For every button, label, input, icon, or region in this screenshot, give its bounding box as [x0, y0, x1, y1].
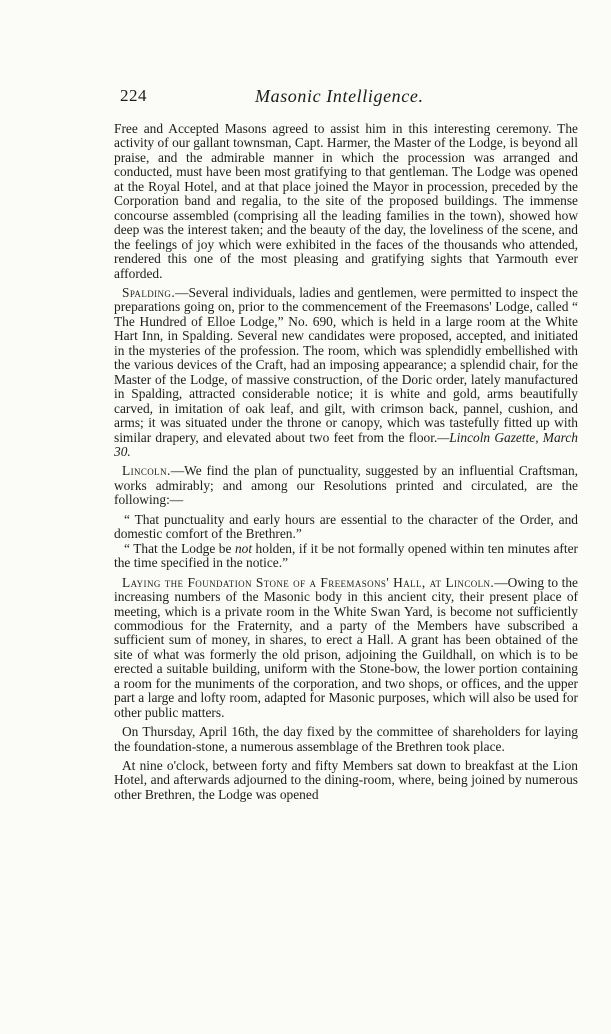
quote2-emphasis: not — [234, 540, 253, 556]
paragraph-thursday: On Thursday, April 16th, the day fixed by the committee of shareholders for laying the foundation-stone, a numerous assemblage of the Brethren took place. — [114, 724, 578, 754]
quote2-start: “ That the Lodge be — [124, 540, 235, 556]
paragraph-yarmouth: Free and Accepted Masons agreed to assist him in this interesting ceremony. The activity of our gallant townsman, Capt. Harmer, the Master of the Lodge, is beyond all praise, and the admirable manner in which the procession was arranged and conducted, must have been most gratifying to that gentleman. The Lodge was opened at the Royal Hotel, and at that place joined the Mayor in procession, preceded by the Corporation band and regalia, to the site of the proposed buildings. The immense concourse assembled (comprising all the leading families in the town), showed how deep was the interest taken; and the beauty of the day, the loveliness of the scene, and the feelings of joy which were exhibited in the faces of the thousands who attended, rendered this one of the most pleasing and gratifying sights that Yarmouth ever afforded. — [114, 121, 578, 281]
spalding-text: —Several individuals, ladies and gentlemen, were permitted to inspect the preparations going on, prior to the commencement of the Freemasons' Lodge, called “ The Hundred of Elloe Lodge,” No. 690, which is held in a large room at the White Hart Inn, in Spalding. Several new candidates were proposed, accepted, and initiated in the mysteries of the profession. The room, which was splendidly embellished with the various devices of the Craft, had an imposing appearance; a splendid chair, for the Master of the Lodge, of massive construction, of the Doric order, lately manufactured in Spalding, attracted considerable notice; it is white and gold, arms beautifully carved, in imitation of oak leaf, and gilt, with crimson back, pannel, cushion, and arms; it was situated under the throne or canopy, which was tastefully fitted up with similar drapery, and elevated about two feet from the floor. — [114, 284, 578, 445]
laying-text: —Owing to the increasing numbers of the Masonic body in this ancient city, their present place of meeting, which is a private room in the White Swan Yard, is become not sufficiently commodious for the Fraternity, and a party of the Members have subscribed a sufficient sum of money, in shares, to erect a Hall. A grant has been obtained of the site of what was formerly the old prison, adjoining the Guildhall, on which is to be erected a suitable building, uniform with the Stone-bow, the lower portion containing a room for the muniments of the corporation, and two shops, or offices, and the upper part a large and lofty room, adapted for Masonic purposes, which will also be used for other public matters. — [114, 574, 579, 720]
paragraph-spalding — [114, 286, 578, 459]
running-title: Masonic Intelligence. — [255, 86, 424, 106]
resolution-quote-1: “ That punctuality and early hours are essential to the character of the Order, and domestic comfort of the Brethren.” — [114, 511, 578, 542]
page-number: 224 — [120, 86, 147, 105]
page-header — [120, 86, 456, 112]
laying-heading: Laying the Foundation Stone of a Freemasons' Hall, at Lincoln. — [122, 574, 495, 590]
paragraph-lincoln — [114, 464, 578, 507]
spalding-heading: Spalding. — [122, 284, 176, 300]
lincoln-text: —We find the plan of punctuality, suggested by an influential Craftsman, works admirably; and among our Resolutions printed and circulated, are the following:— — [114, 463, 578, 508]
paragraph-nine-oclock: At nine o'clock, between forty and fifty Members sat down to breakfast at the Lion Hotel, and afterwards adjourned to the dining-room, where, being joined by numerous other Brethren, the Lodge was opened — [114, 758, 578, 802]
spalding-source: —Lincoln Gazette, March 30. — [114, 429, 578, 459]
article-body — [114, 122, 578, 807]
lincoln-heading: Lincoln. — [122, 463, 171, 479]
paragraph-laying-stone — [114, 576, 578, 721]
quote2-end: holden, if it be not formally opened within ten minutes after the time specified in the notice.” — [114, 540, 578, 571]
resolution-quote-2 — [114, 542, 578, 571]
